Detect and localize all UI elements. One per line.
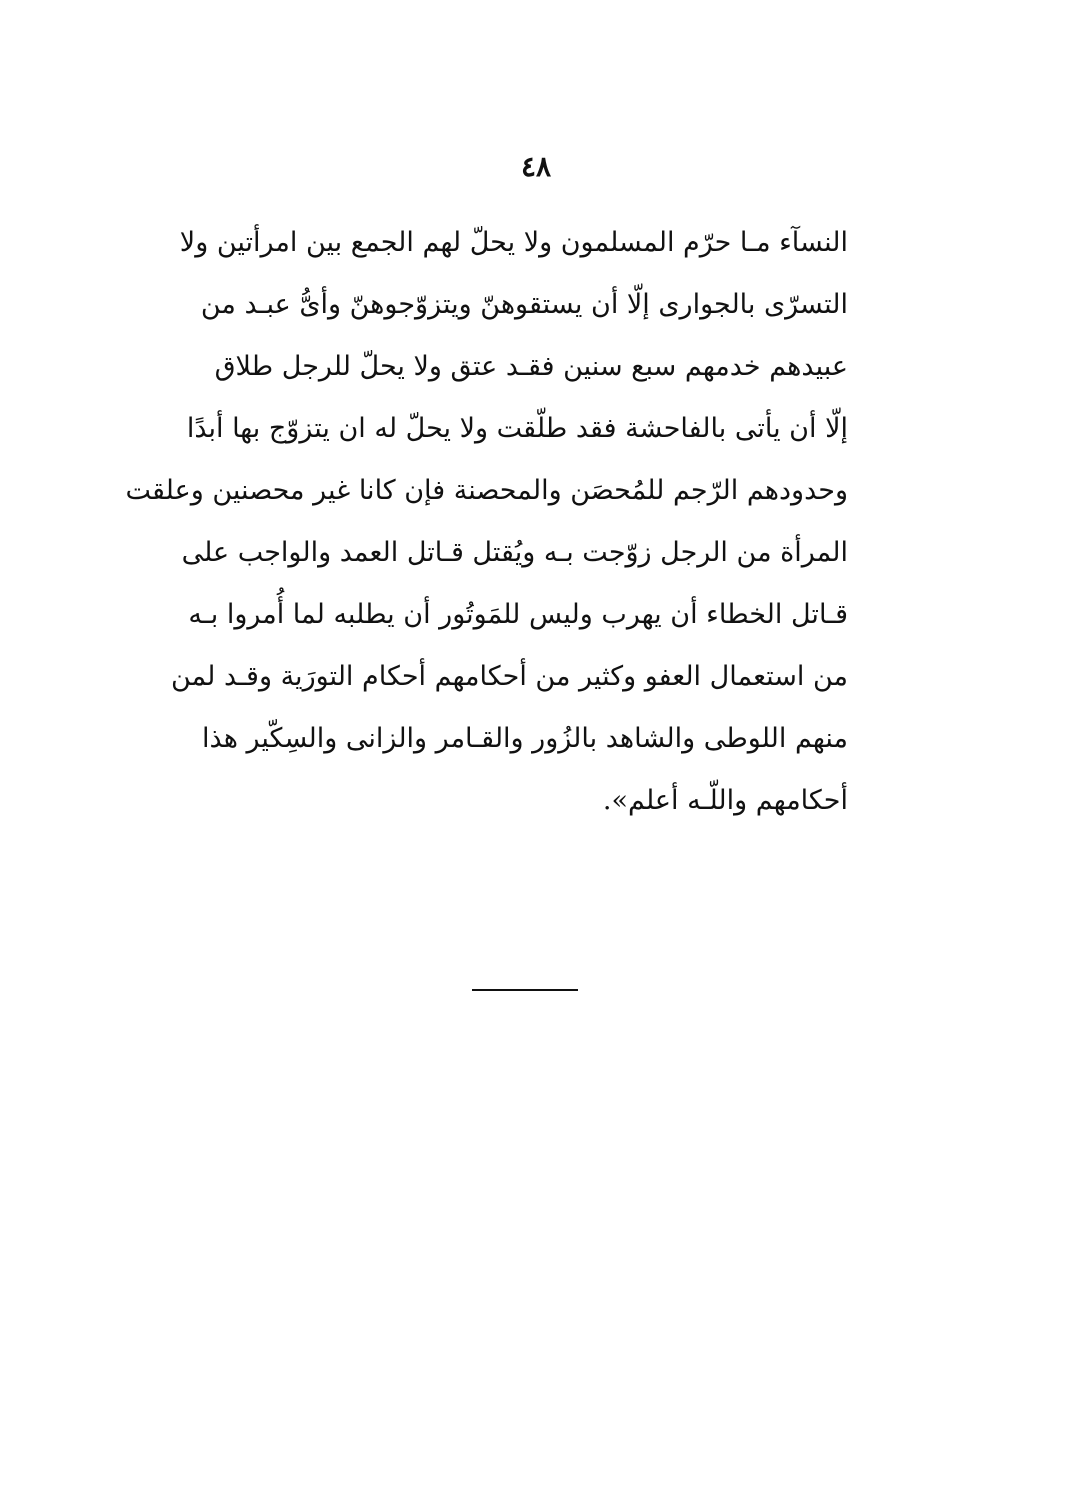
page-number: ٤٨ (520, 150, 552, 183)
text-line: قـاتل الخطاء أن يهرب وليس للمَوتُور أن يطلبه لما أُمروا بـه (188, 599, 848, 630)
text-line: إلّا أن يأتى بالفاحشة فقد طلّقت ولا يحلّ له ان يتزوّج بها أبدًا (186, 413, 848, 444)
text-line: المرأة من الرجل زوّجت بـه ويُقتل قـاتل العمد والواجب على (181, 537, 848, 568)
section-divider (472, 989, 578, 991)
text-line: وحدودهم الرّجم للمُحصَن والمحصنة فإن كانا غير محصنين وعلقت (125, 475, 848, 506)
text-line: النسآء مـا حرّم المسلمون ولا يحلّ لهم الجمع بين امرأتين ولا (179, 227, 848, 258)
text-line: عبيدهم خدمهم سبع سنين فقـد عتق ولا يحلّ للرجل طلاق (214, 351, 848, 382)
text-line: التسرّى بالجوارى إلّا أن يستقوهنّ ويتزوّجوهنّ وأىُّ عبـد من (200, 289, 848, 320)
text-line: منهم اللوطى والشاهد بالزُور والقـامر والزانى والسِكّير هذا (202, 723, 848, 754)
text-line: أحكامهم واللّـه أعلم». (602, 785, 848, 816)
body-text (125, 212, 848, 832)
text-line: من استعمال العفو وكثير من أحكامهم أحكام التورَية وقـد لمن (171, 661, 848, 692)
